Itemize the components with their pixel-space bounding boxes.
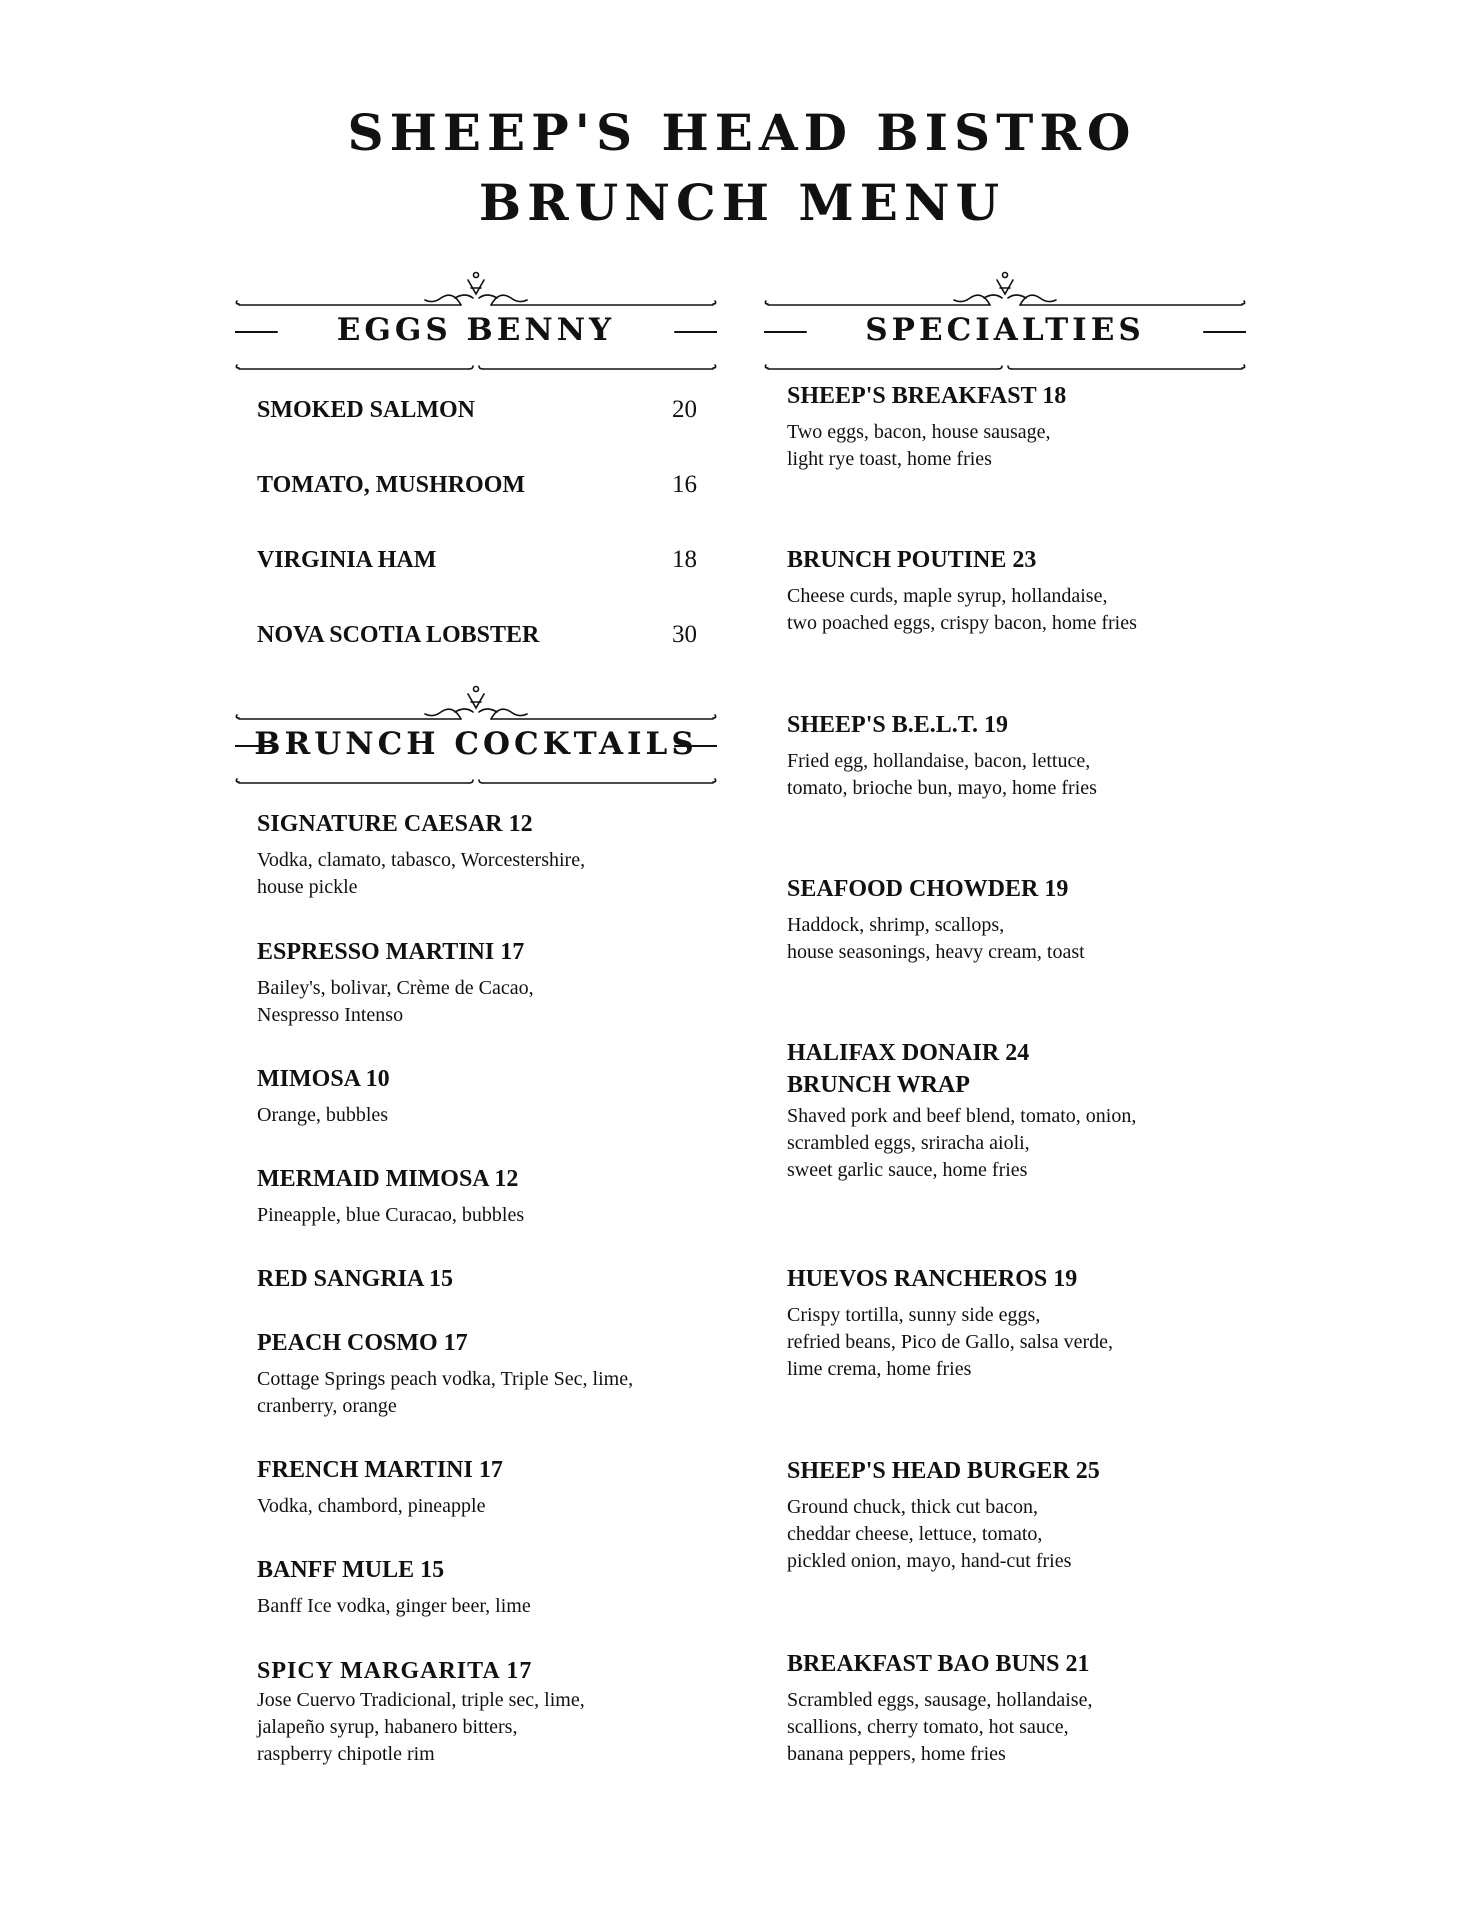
menu-item-signature-caesar — [257, 808, 857, 901]
item-name: PEACH COSMO 17 — [257, 1330, 468, 1356]
item-name: BREAKFAST BAO BUNS 21 — [787, 1651, 1090, 1677]
item-description: Vodka, clamato, tabasco, Worcestershire, house pickle — [257, 849, 586, 898]
item-name: SPICY MARGARITA 17 — [257, 1658, 533, 1684]
page-title-line-1: SHEEP'S HEAD BISTRO — [347, 103, 1137, 162]
item-name: RED SANGRIA 15 — [257, 1266, 454, 1292]
item-name: SHEEP'S HEAD BURGER 25 — [787, 1458, 1100, 1484]
page-title — [0, 98, 1484, 238]
brunch-cocktails-header — [235, 682, 717, 792]
item-description: Cottage Springs peach vodka, Triple Sec, lime, cranberry, orange — [257, 1368, 634, 1417]
menu-item-sheeps-head-burger — [787, 1455, 1387, 1575]
item-description: Two eggs, bacon, house sausage, light rye toast, home fries — [787, 421, 1051, 470]
item-name: HUEVOS RANCHEROS 19 — [787, 1266, 1078, 1292]
section-title-brunch-cocktails: BRUNCH COCKTAILS — [254, 726, 698, 762]
item-description: Shaved pork and beef blend, tomato, onion, scrambled eggs, sriracha aioli, sweet garlic sauce, home fries — [787, 1105, 1137, 1181]
item-description: Fried egg, hollandaise, bacon, lettuce, tomato, brioche bun, mayo, home fries — [787, 750, 1097, 799]
item-name: BRUNCH POUTINE 23 — [787, 547, 1037, 573]
section-title-specialties: SPECIALTIES — [865, 312, 1145, 348]
menu-item-mimosa — [257, 1063, 857, 1129]
item-name: HALIFAX DONAIR 24 BRUNCH WRAP — [787, 1040, 1030, 1098]
item-price: 20 — [672, 396, 697, 423]
menu-item-mermaid-mimosa — [257, 1163, 857, 1229]
item-name: TOMATO, MUSHROOM — [257, 472, 526, 498]
item-description: Bailey's, bolivar, Crème de Cacao, Nespresso Intenso — [257, 977, 534, 1026]
item-name: MERMAID MIMOSA 12 — [257, 1166, 519, 1192]
eggs-benny-list — [257, 395, 697, 695]
item-description: Crispy tortilla, sunny side eggs, refried beans, Pico de Gallo, salsa verde, lime crema, home fries — [787, 1304, 1113, 1380]
item-description: Vodka, chambord, pineapple — [257, 1495, 486, 1517]
item-name: ESPRESSO MARTINI 17 — [257, 939, 525, 965]
item-name: FRENCH MARTINI 17 — [257, 1457, 503, 1483]
menu-item-sheeps-belt — [787, 709, 1387, 802]
item-description: Jose Cuervo Tradicional, triple sec, lime, jalapeño syrup, habanero bitters, raspberry chipotle rim — [257, 1689, 585, 1765]
section-title-eggs-benny: EGGS BENNY — [336, 312, 616, 348]
specialties-header — [764, 268, 1246, 378]
menu-item-french-martini — [257, 1454, 857, 1520]
item-name: SHEEP'S B.E.L.T. 19 — [787, 712, 1008, 738]
item-name: SMOKED SALMON — [257, 397, 476, 423]
item-description: Scrambled eggs, sausage, hollandaise, scallions, cherry tomato, hot sauce, banana peppers, home fries — [787, 1689, 1093, 1765]
item-price: 18 — [672, 546, 697, 573]
item-price: 16 — [672, 471, 697, 498]
item-description: Haddock, shrimp, scallops, house seasonings, heavy cream, toast — [787, 914, 1085, 963]
list-item — [257, 395, 697, 470]
item-name: SIGNATURE CAESAR 12 — [257, 811, 533, 837]
item-description: Pineapple, blue Curacao, bubbles — [257, 1204, 525, 1226]
item-description: Ground chuck, thick cut bacon, cheddar cheese, lettuce, tomato, pickled onion, mayo, hand-cut fries — [787, 1496, 1072, 1572]
menu-item-spicy-margarita — [257, 1655, 857, 1768]
menu-item-seafood-chowder — [787, 873, 1387, 966]
eggs-benny-header — [235, 268, 717, 378]
menu-item-halifax-donair-brunch-wrap — [787, 1037, 1387, 1184]
item-description: Banff Ice vodka, ginger beer, lime — [257, 1595, 531, 1617]
item-name: NOVA SCOTIA LOBSTER — [257, 622, 540, 648]
menu-item-red-sangria — [257, 1263, 857, 1295]
item-name: SEAFOOD CHOWDER 19 — [787, 876, 1069, 902]
item-name: BANFF MULE 15 — [257, 1557, 445, 1583]
item-description: Cheese curds, maple syrup, hollandaise, two poached eggs, crispy bacon, home fries — [787, 585, 1137, 634]
menu-item-sheeps-breakfast — [787, 380, 1387, 473]
menu-item-espresso-martini — [257, 936, 857, 1029]
item-price: 30 — [672, 621, 697, 648]
item-name: VIRGINIA HAM — [257, 547, 437, 573]
menu-item-breakfast-bao-buns — [787, 1648, 1387, 1768]
menu-item-brunch-poutine — [787, 544, 1387, 637]
menu-item-huevos-rancheros — [787, 1263, 1387, 1383]
list-item — [257, 545, 697, 620]
item-name: SHEEP'S BREAKFAST 18 — [787, 383, 1067, 409]
menu-item-banff-mule — [257, 1554, 857, 1620]
page-title-line-2: BRUNCH MENU — [478, 173, 1006, 232]
item-description: Orange, bubbles — [257, 1104, 389, 1126]
menu-item-peach-cosmo — [257, 1327, 857, 1420]
list-item — [257, 470, 697, 545]
item-name: MIMOSA 10 — [257, 1066, 390, 1092]
